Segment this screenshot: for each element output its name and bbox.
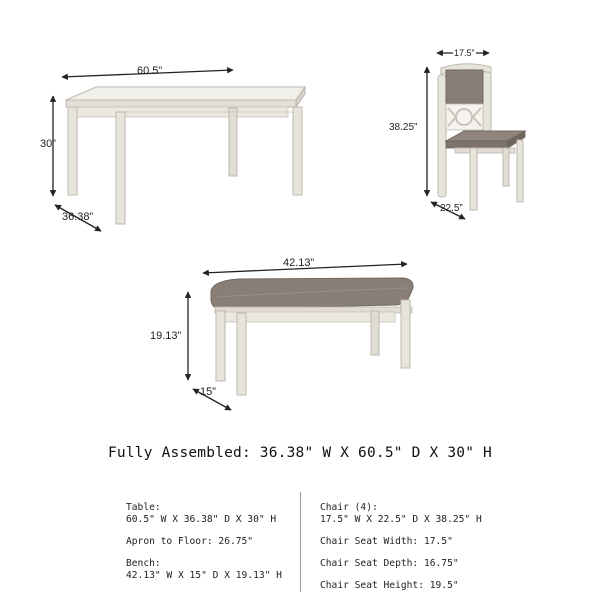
dining-table	[66, 87, 305, 224]
spec-label: Chair Seat Depth: 16.75"	[320, 558, 459, 569]
table-height-label: 30”	[40, 138, 56, 150]
bench-depth-label: 15”	[200, 386, 216, 398]
spec-label: Chair Seat Width: 17.5"	[320, 536, 453, 547]
chair-width-label: 17.5”	[454, 48, 475, 58]
spec-value: 42.13" W X 15" D X 19.13" H	[126, 570, 282, 581]
spec-value: 60.5" W X 36.38" D X 30" H	[126, 514, 277, 525]
table-width-label: 60.5”	[137, 65, 163, 77]
spec-label: Chair Seat Height: 19.5"	[320, 580, 459, 591]
bench	[211, 278, 413, 395]
table-depth-label: 36.38”	[62, 211, 94, 223]
spec-label: Table:	[126, 502, 161, 513]
spec-label: Apron to Floor: 26.75"	[126, 536, 254, 547]
specs-right-column	[320, 502, 482, 592]
column-divider	[300, 492, 301, 592]
assembled-dimensions-heading: Fully Assembled: 36.38" W X 60.5" D X 30" H	[108, 445, 492, 461]
chair-depth-label: 22.5”	[440, 203, 463, 214]
dining-chair	[438, 64, 525, 210]
spec-label: Bench:	[126, 558, 161, 569]
spec-value: 17.5" W X 22.5" D X 38.25" H	[320, 514, 482, 525]
bench-width-label: 42.13”	[283, 257, 315, 269]
chair-height-label: 38.25”	[389, 122, 418, 133]
spec-label: Chair (4):	[320, 502, 378, 513]
specs-left-column	[126, 502, 282, 582]
bench-height-label: 19.13”	[150, 330, 182, 342]
